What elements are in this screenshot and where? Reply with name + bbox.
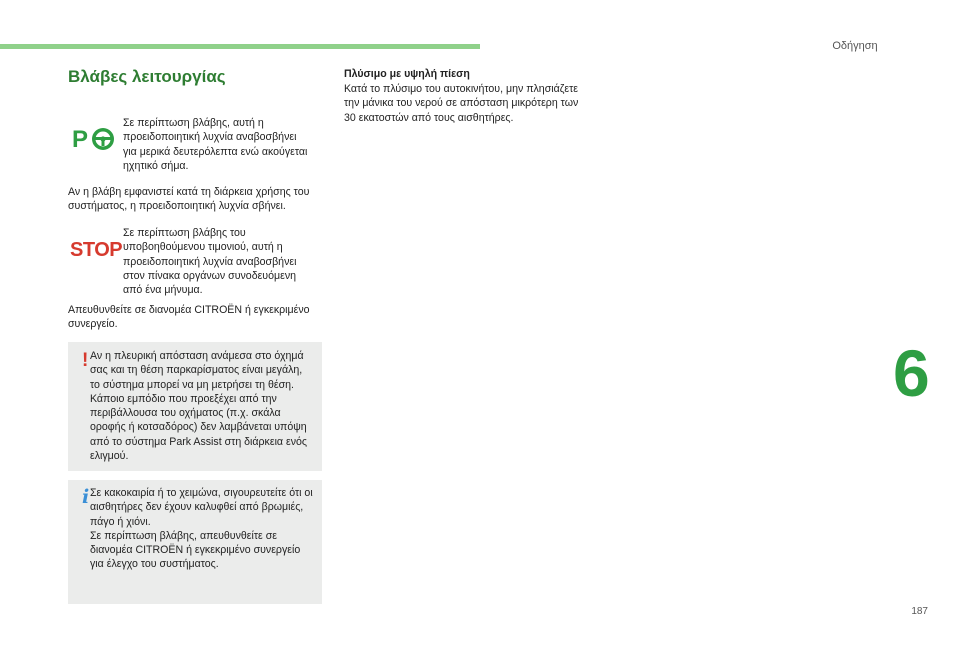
section-label: Οδήγηση [832, 40, 878, 52]
text-line: προειδοποιητική λυχνία αναβοσβήνει [123, 131, 297, 144]
warning-notice-box [68, 342, 322, 471]
info-notice-box [68, 480, 322, 604]
info-icon: i [82, 486, 90, 508]
text-line: το σύστημα μπορεί να μη μετρήσει τη θέση. [90, 378, 294, 391]
text-line: συνεργείο. [68, 318, 118, 331]
park-assist-warning-icon [72, 123, 116, 153]
high-pressure-text [344, 82, 578, 125]
high-pressure-heading: Πλύσιμο με υψηλή πίεση [344, 68, 470, 80]
text-line: Κάποιο εμπόδιο που προεξέχει από την [90, 392, 277, 405]
text-line: για έλεγχο του συστήματος. [90, 558, 219, 571]
text-line: την μάνικα του νερού σε απόσταση μικρότερη των [344, 97, 579, 110]
text-line: στον πίνακα οργάνων συνοδευόμενη [123, 269, 297, 282]
text-line: οροφής ή κοτσαδόρος) δεν λαμβάνεται υπόψη [90, 421, 307, 434]
fault-paragraph [68, 185, 309, 214]
text-line: Σε περίπτωση βλάβης του [123, 227, 246, 239]
page-title: Βλάβες λειτουργίας [68, 67, 226, 86]
text-line: διανομέα CITROËN ή εγκεκριμένο συνεργείο [90, 544, 301, 557]
p-icon-description [123, 116, 307, 173]
text-line: σας και τη θέση παρκαρίσματος είναι μεγάλη, [90, 364, 303, 377]
text-line: Αν η πλευρική απόσταση ανάμεσα στο όχημά [90, 350, 304, 362]
stop-warning-icon: STOP [70, 239, 123, 261]
text-line: Σε περίπτωση βλάβης, αυτή η [123, 117, 264, 129]
text-line: ελιγμού. [90, 450, 129, 463]
text-line: Αν η βλάβη εμφανιστεί κατά τη διάρκεια χρήσης του [68, 186, 310, 198]
dealer-paragraph [68, 303, 310, 332]
stop-icon-description [123, 226, 296, 297]
warning-icon: ! [82, 350, 89, 371]
header-accent-bar [0, 44, 480, 49]
text-line: από το σύστημα Park Assist στη διάρκεια ενός [90, 435, 308, 448]
svg-text:P: P [72, 126, 89, 153]
text-line: υποβοηθούμενου τιμονιού, αυτή η [123, 241, 283, 254]
text-line: περιβάλλουσα του οχήματος (π.χ. σκάλα [90, 407, 281, 420]
text-line: από ένα μήνυμα. [123, 284, 203, 297]
text-line: 30 εκατοστών από τους αισθητήρες. [344, 111, 514, 124]
text-line: Απευθυνθείτε σε διανομέα CITROËN ή εγκεκριμένο [68, 304, 310, 316]
text-line: προειδοποιητική λυχνία αναβοσβήνει [123, 255, 297, 268]
info-text [90, 486, 313, 572]
text-line: Κατά το πλύσιμο του αυτοκινήτου, μην πλησιάζετε [344, 83, 579, 95]
page-number: 187 [911, 606, 928, 617]
text-line: πάγο ή χιόνι. [90, 515, 151, 528]
text-line: αισθητήρες δεν έχουν καλυφθεί από βρωμιές, [90, 501, 304, 514]
text-line: συστήματος, η προειδοποιητική λυχνία σβήνει. [68, 200, 286, 213]
text-line: Σε κακοκαιρία ή το χειμώνα, σιγουρευτείτε ότι οι [90, 487, 313, 499]
text-line: ηχητικό σήμα. [123, 159, 189, 172]
text-line: Σε περίπτωση βλάβης, απευθυνθείτε σε [90, 529, 277, 542]
chapter-number: 6 [893, 336, 930, 410]
warning-text [90, 349, 307, 463]
text-line: για μερικά δευτερόλεπτα ενώ ακούγεται [123, 145, 308, 158]
